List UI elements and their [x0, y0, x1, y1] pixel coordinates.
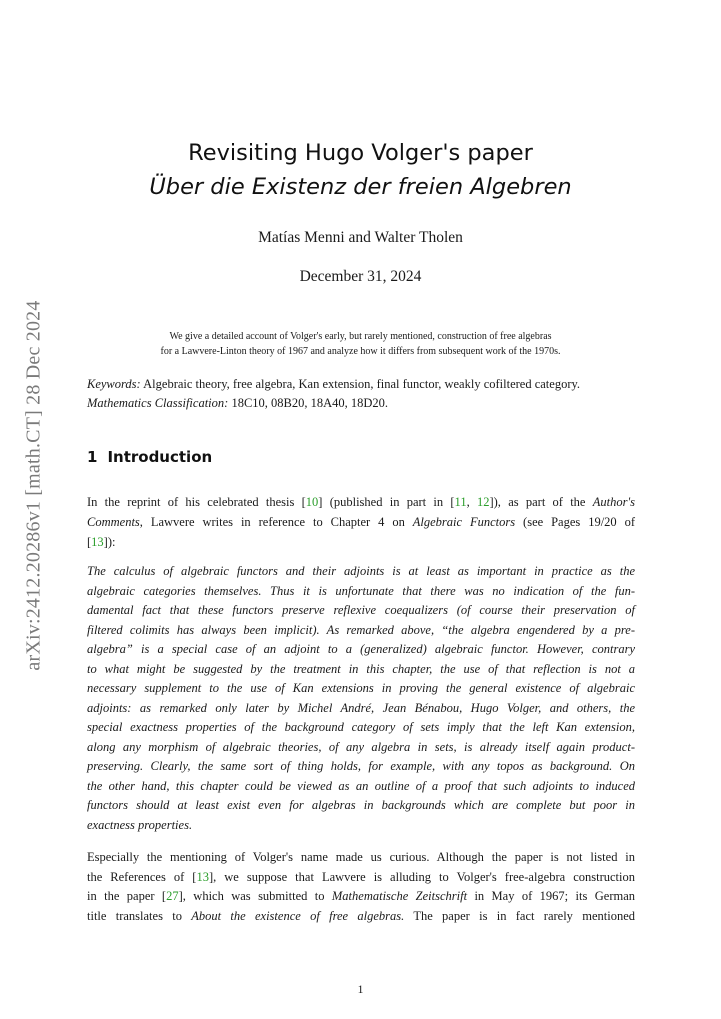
emphasized-text: About the existence of free algebras. — [191, 908, 405, 923]
volger-paragraph — [87, 848, 635, 926]
emphasized-text: Algebraic Functors — [412, 515, 516, 529]
text-run: ], which was submitted to — [178, 889, 332, 903]
paragraph-line — [87, 868, 635, 888]
paragraph-line — [87, 532, 635, 552]
quote-line: special exactness properties of the background category of sets imply that the left Kan extension, — [87, 720, 635, 734]
abstract — [100, 329, 621, 359]
arxiv-identifier-text: arXiv:2412.20286v1 [math.CT] 28 Dec 2024 — [22, 299, 45, 671]
emphasized-text: Author's — [592, 495, 636, 509]
text-run: ]): — [103, 535, 116, 549]
quote-line: necessary supplement to the use of Kan extensions in proving the general existence of algebraic — [87, 681, 635, 695]
keywords-block — [87, 375, 635, 413]
text-run: [ — [87, 535, 92, 549]
text-run: title translates to — [87, 908, 192, 923]
classification-line — [87, 394, 635, 413]
text-run: in the paper [ — [87, 889, 167, 903]
arxiv-identifier-stamp — [4, 300, 64, 670]
quote-line: adjoints: as remarked only later by Michel André, Jean Bénabou, Hugo Volger, and others, the — [87, 700, 635, 715]
quote-line: the other hand, this chapter could be viewed as an outline of a proof that such adjoints to induced — [87, 778, 635, 793]
quote-line: preserving. Clearly, the same sort of thing holds, for example, with any topos as background. On — [87, 759, 635, 773]
quote-line: to what might be suggested by the treatment in this chapter, the use of that reflection is not a — [87, 661, 635, 676]
quote-line: filtered colimits has always been implicit). As remarked above, “the algebra engendered by a pre- — [87, 622, 635, 637]
quote-line: algebraic categories themselves. Thus it is unfortunate that there was no indication of the fun- — [87, 583, 635, 598]
classification-text: 18C10, 08B20, 18A40, 18D20. — [231, 396, 389, 410]
title-line-1: Revisiting Hugo Volger's paper — [188, 140, 533, 166]
text-run: ]), as part of the — [489, 495, 593, 509]
quote-line: along any morphism of algebraic theories, of any algebra in sets, is already itself again product- — [87, 739, 635, 754]
emphasized-text: Mathematische Zeitschrift — [331, 889, 468, 903]
citation-link[interactable]: 10 — [305, 495, 319, 509]
intro-paragraph — [87, 492, 635, 552]
lawvere-quote — [87, 562, 635, 835]
citation-link[interactable]: 13 — [196, 869, 209, 884]
quote-line: The calculus of algebraic functors and their adjoints is at least as important in practice as the — [87, 564, 635, 578]
text-run: the References of [ — [87, 869, 197, 884]
page-number: 1 — [357, 982, 364, 996]
text-run: in May of 1967; its German — [467, 889, 635, 903]
text-run: ] (published in part in [ — [318, 495, 455, 509]
keywords-line — [87, 375, 635, 394]
text-run: The paper is in fact rarely mentioned — [404, 908, 635, 923]
paragraph-line — [87, 848, 635, 868]
quote-line: exactness properties. — [87, 817, 193, 832]
text-run: Especially the mentioning of Volger's name made us curious. Although the paper is not listed in — [87, 850, 635, 864]
text-run: , Lawvere writes in reference to Chapter 4 on — [139, 515, 413, 529]
emphasized-text: Comments — [87, 515, 140, 529]
section-number: 1 — [87, 448, 98, 466]
abstract-line: We give a detailed account of Volger's early, but rarely mentioned, construction of free algebras — [169, 331, 552, 342]
abstract-line: for a Lawvere-Linton theory of 1967 and analyze how it differs from subsequent work of the 1970s. — [160, 346, 561, 357]
section-heading — [87, 448, 212, 466]
keywords-label: Keywords: — [87, 377, 141, 391]
text-run: In the reprint of his celebrated thesis [ — [87, 495, 306, 509]
citation-link[interactable]: 11 — [454, 495, 467, 509]
section-title: Introduction — [107, 448, 213, 466]
quote-line: algebra” is a special case of an adjoint to a (generalized) algebraic functor. However, contrary — [87, 642, 635, 656]
keywords-text: Algebraic theory, free algebra, Kan extension, final functor, weakly cofiltered category. — [143, 377, 581, 391]
publication-date: December 31, 2024 — [299, 268, 422, 285]
citation-link[interactable]: 12 — [476, 495, 490, 509]
paragraph-line — [87, 492, 635, 512]
paragraph-line — [87, 512, 635, 532]
quote-line: functors should at least exist even for algebras in backgrounds which are complete but poor in — [87, 798, 635, 812]
title-line-2: Über die Existenz der freien Algebren — [149, 174, 572, 200]
text-run: ], we suppose that Lawvere is alluding to Volger's free-algebra construction — [208, 869, 635, 884]
text-run: , — [466, 495, 477, 509]
authors: Matías Menni and Walter Tholen — [258, 229, 463, 246]
paragraph-line — [87, 887, 635, 907]
text-run: (see Pages 19/20 of — [515, 515, 636, 529]
classification-label: Mathematics Classification: — [87, 396, 229, 410]
quote-line: damental fact that these functors preserve reflexive coequalizers (of course their preservation of — [87, 603, 635, 617]
paragraph-line — [87, 907, 635, 927]
citation-link[interactable]: 27 — [166, 889, 179, 903]
citation-link[interactable]: 13 — [91, 535, 104, 549]
paper-title — [0, 138, 721, 202]
